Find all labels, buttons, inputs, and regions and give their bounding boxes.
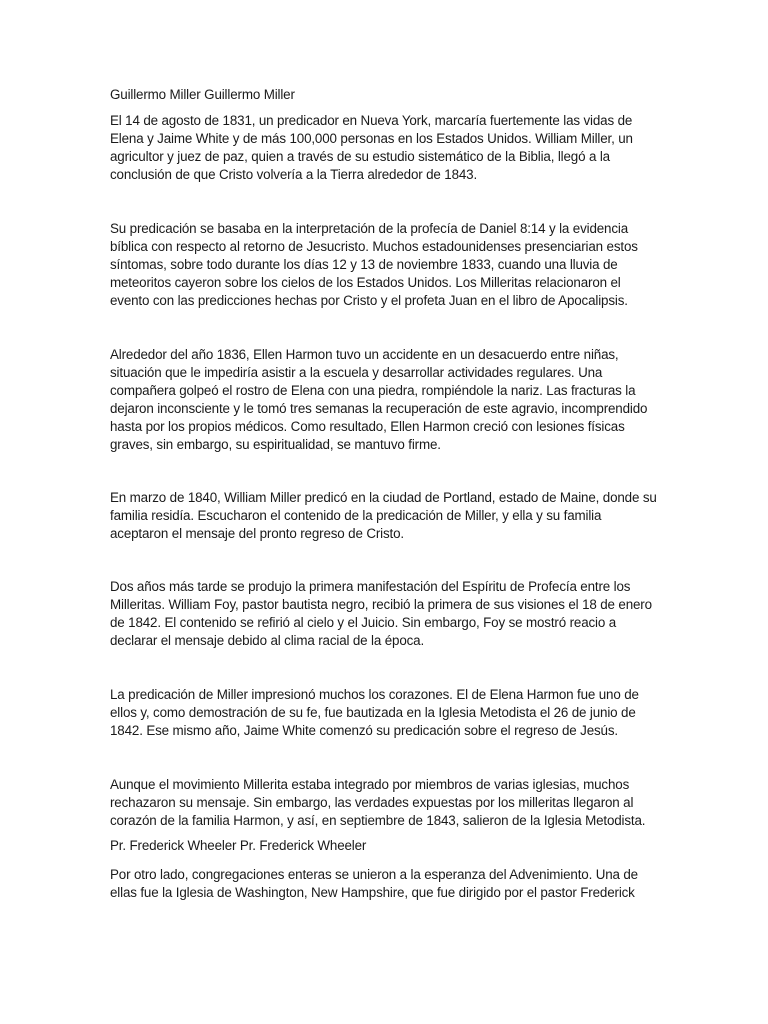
paragraph-8: Por otro lado, congregaciones enteras se unieron a la esperanza del Advenimiento. Una de ellas fue la Iglesia de Washington, New Hampshire, que fue dirigido por el pastor Frederick <box>110 867 638 900</box>
paragraph-7: Aunque el movimiento Millerita estaba integrado por miembros de varias iglesias, muchos rechazaron su mensaje. Sin embargo, las verdades expuestas por los milleritas llegaron al corazón de la familia Harmon, y así, en septiembre de 1843, salieron de la Iglesia Metodista. <box>110 777 646 828</box>
paragraph-6: La predicación de Miller impresionó muchos los corazones. El de Elena Harmon fue uno de ellos y, como demostración de su fe, fue bautizada en la Iglesia Metodista el 26 de junio de 1842. Ese mismo año, Jaime White comenzó su predicación sobre el regreso de Jesús. <box>110 687 639 738</box>
paragraph-1: El 14 de agosto de 1831, un predicador en Nueva York, marcaría fuertemente las vidas de Elena y Jaime White y de más 100,000 personas en los Estados Unidos. William Miller, un agricultor y juez de paz, quien a través de su estudio sistemático de la Biblia, llegó a la conclusión de que Cristo volvería a la Tierra alrededor de 1843. <box>110 113 633 182</box>
paragraph-5: Dos años más tarde se produjo la primera manifestación del Espíritu de Profecía entre los Milleritas. William Foy, pastor bautista negro, recibió la primera de sus visiones el 18 de enero de 1842. El contenido se refirió al cielo y el Juicio. Sin embargo, Foy se mostró reacio a declarar el mensaje debido al clima racial de la época. <box>110 579 652 648</box>
paragraph-3: Alrededor del año 1836, Ellen Harmon tuvo un accidente en un desacuerdo entre niñas, situación que le impediría asistir a la escuela y desarrollar actividades regulares. Una compañera golpeó el rostro de Elena con una piedra, rompiéndole la nariz. Las fracturas la dejaron inconsciente y le tomó tres semanas la recuperación de este agravio, incomprendido hasta por los propios médicos. Como resultado, Ellen Harmon creció con lesiones físicas graves, sin embargo, su espiritualidad, se mantuvo firme. <box>110 347 648 452</box>
section-heading-frederick-wheeler: Pr. Frederick Wheeler Pr. Frederick Wheeler <box>110 838 367 853</box>
section-heading-guillermo-miller: Guillermo Miller Guillermo Miller <box>110 87 295 102</box>
paragraph-2: Su predicación se basaba en la interpretación de la profecía de Daniel 8:14 y la evidencia bíblica con respecto al retorno de Jesucristo. Muchos estadounidenses presenciarian estos síntomas, sobre todo durante los días 12 y 13 de noviembre 1833, cuando una lluvia de meteoritos cayeron sobre los cielos de los Estados Unidos. Los Milleritas relacionaron el evento con las predicciones hechas por Cristo y el profeta Juan en el libro de Apocalipsis. <box>110 221 638 308</box>
paragraph-4: En marzo de 1840, William Miller predicó en la ciudad de Portland, estado de Maine, donde su familia residía. Escucharon el contenido de la predicación de Miller, y ella y su familia aceptaron el mensaje del pronto regreso de Cristo. <box>110 490 657 541</box>
